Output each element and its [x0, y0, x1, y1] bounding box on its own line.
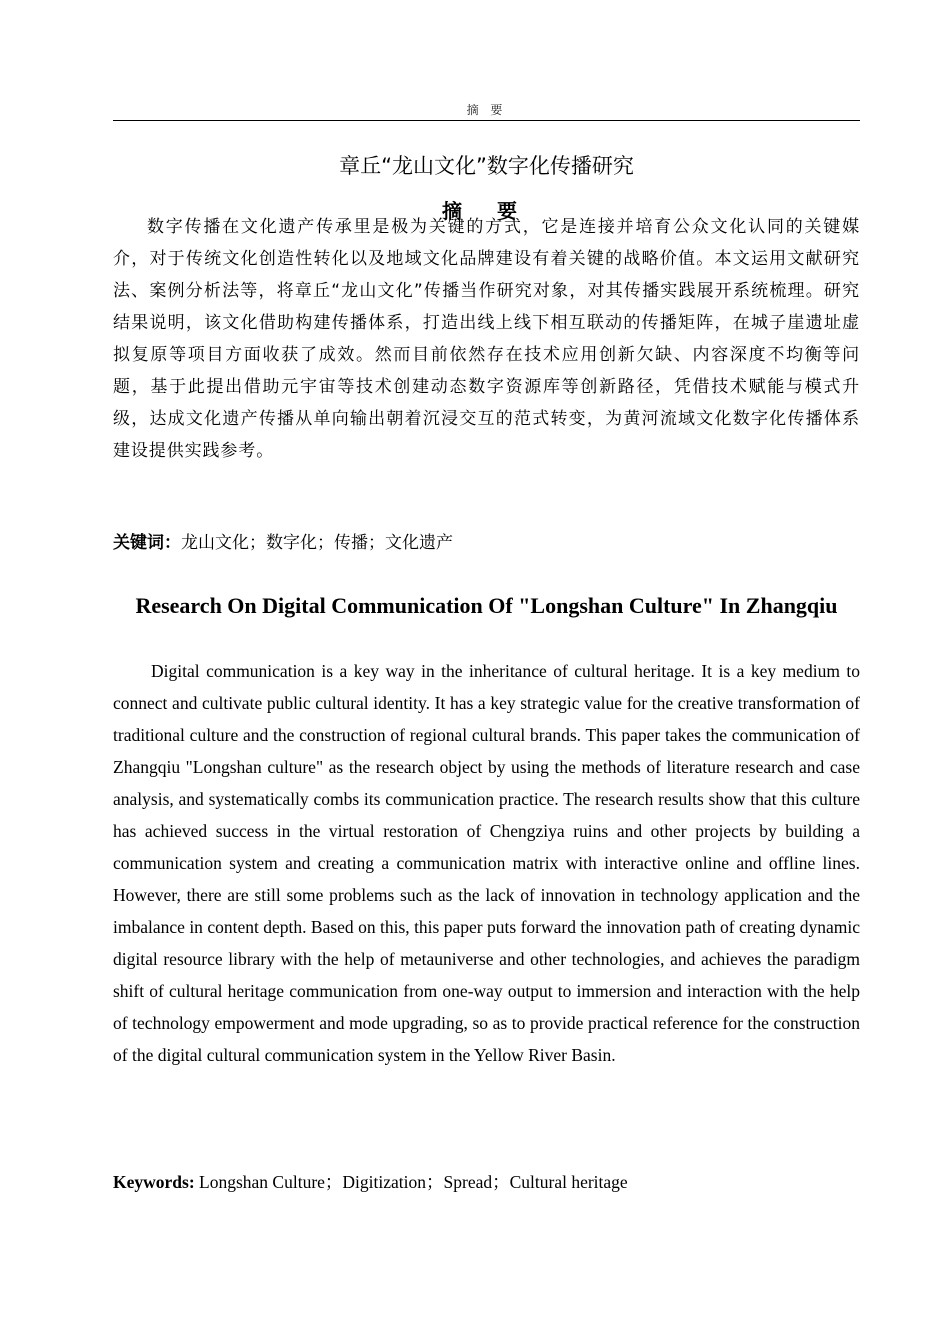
english-title: Research On Digital Communication Of "Longshan Culture" In Zhangqiu	[135, 593, 838, 618]
chinese-keywords-label: 关键词：	[113, 533, 181, 553]
running-head: 摘 要	[466, 103, 507, 117]
english-keywords	[113, 1166, 860, 1198]
chinese-keywords	[113, 527, 860, 559]
chinese-keywords-list: 龙山文化；数字化；传播；文化遗产	[181, 533, 453, 553]
english-keywords-label: Keywords:	[113, 1172, 195, 1192]
chinese-abstract-heading: 摘 要	[442, 199, 531, 223]
chinese-title: 章丘“龙山文化”数字化传播研究	[339, 154, 634, 178]
chinese-abstract-body: 数字传播在文化遗产传承里是极为关键的方式，它是连接并培育公众文化认同的关键媒介，对于传统文化创造性转化以及地域文化品牌建设有着关键的战略价值。本文运用文献研究法、案例分析法等，将章丘“龙山文化”传播当作研究对象，对其传播实践展开系统梳理。研究结果说明，该文化借助构建传播体系，打造出线上线下相互联动的传播矩阵，在城子崖遗址虚拟复原等项目方面收获了成效。然而目前依然存在技术应用创新欠缺、内容深度不均衡等问题，基于此提出借助元宇宙等技术创建动态数字资源库等创新路径，凭借技术赋能与模式升级，达成文化遗产传播从单向输出朝着沉浸交互的范式转变，为黄河流域文化数字化传播体系建设提供实践参考。	[113, 217, 860, 461]
english-keywords-list: Longshan Culture；Digitization；Spread；Cultural heritage	[194, 1172, 628, 1192]
header-rule	[113, 120, 860, 121]
english-abstract-body: Digital communication is a key way in the inheritance of cultural heritage. It is a key medium to connect and cultivate public cultural identity. It has a key strategic value for the creative transformation of traditional culture and the construction of regional cultural brands. This paper takes the communication of Zhangqiu "Longshan culture" as the research object by using the methods of literature research and case analysis, and systematically combs its communication practice. The research results show that this culture has achieved success in the virtual restoration of Chengziya ruins and other projects by building a communication system and creating a communication matrix with interactive online and offline lines. However, there are still some problems such as the lack of innovation in technology application and the imbalance in content depth. Based on this, this paper puts forward the innovation path of creating dynamic digital resource library with the help of metauniverse and other technologies, and achieves the paradigm shift of cultural heritage communication from one-way output to immersion and interaction with the help of technology empowerment and mode upgrading, so as to provide practical reference for the construction of the digital cultural communication system in the Yellow River Basin.	[113, 661, 860, 1065]
